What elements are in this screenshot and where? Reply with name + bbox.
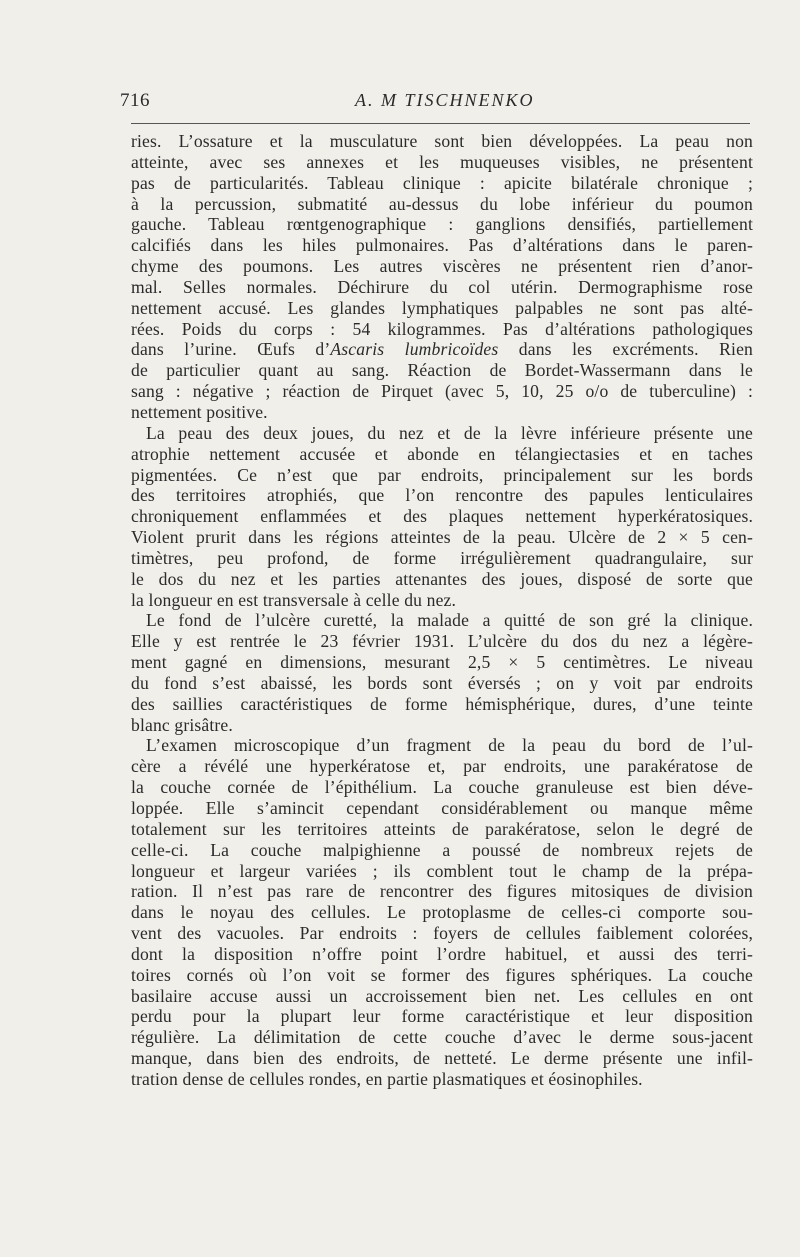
text-line: atrophie nettement accusée et abonde en télangiectasies et en taches [131,443,753,464]
text-line: calcifiés dans les hiles pulmonaires. Pas d’altérations dans le paren- [131,235,753,256]
text-line: régulière. La délimitation de cette couche d’avec le derme sous-jacent [131,1027,753,1048]
text-line: le dos du nez et les parties attenantes des joues, disposé de sorte que [131,568,753,589]
text-line: L’examen microscopique d’un fragment de la peau du bord de l’ul- [146,735,753,756]
text-line: gauche. Tableau rœntgenographique : ganglions densifiés, partiellement [131,214,753,235]
text-line: vent des vacuoles. Par endroits : foyers de cellules faiblement colorées, [131,923,753,944]
text-line: nettement accusé. Les glandes lymphatiques palpables ne sont pas alté- [131,297,753,318]
text-line: nettement positive. [131,401,268,422]
text-line: basilaire accuse aussi un accroissement bien net. Les cellules en ont [131,985,753,1006]
text-line: mal. Selles normales. Déchirure du col utérin. Dermographisme rose [131,276,753,297]
species-name: Ascaris lumbricoïdes [330,339,499,360]
text-segment: dans les excréments. Rien [498,339,753,360]
text-line: pas de particularités. Tableau clinique : apicite bilatérale chronique ; [131,172,753,193]
text-line: chroniquement enflammées et des plaques nettement hyperkératosiques. [131,506,753,527]
text-line: blanc grisâtre. [131,714,233,735]
text-line: chyme des poumons. Les autres viscères ne présentent rien d’anor- [131,256,753,277]
text-line: ration. Il n’est pas rare de rencontrer des figures mitosiques de division [131,881,753,902]
text-line: du fond s’est abaissé, les bords sont éversés ; on y voit par endroits [131,672,753,693]
text-line: sang : négative ; réaction de Pirquet (avec 5, 10, 25 o/o de tuberculine) : [131,381,753,402]
text-line: manque, dans bien des endroits, de netteté. Le derme présente une infil- [131,1048,753,1069]
text-line: atteinte, avec ses annexes et les muqueuses visibles, ne présentent [131,151,753,172]
text-line: Violent prurit dans les régions atteintes de la peau. Ulcère de 2 × 5 cen- [131,527,753,548]
text-line: cère a révélé une hyperkératose et, par endroits, une parakératose de [131,756,753,777]
text-line: rées. Poids du corps : 54 kilogrammes. Pas d’altérations pathologiques [131,318,753,339]
text-line: Elle y est rentrée le 23 février 1931. L’ulcère du dos du nez a légère- [131,631,753,652]
text-line: des saillies caractéristiques de forme hémisphérique, dures, d’une teinte [131,693,753,714]
text-line: la longueur en est transversale à celle du nez. [131,589,457,610]
header-rule [131,123,750,124]
text-line: longueur et largeur variées ; ils comblent tout le champ de la prépa- [131,860,753,881]
text-segment: dans l’urine. Œufs d’ [131,339,331,360]
text-line: ment gagné en dimensions, mesurant 2,5 × 5 centimètres. Le niveau [131,652,753,673]
text-line: des territoires atrophiés, que l’on rencontre des papules lenticulaires [131,485,753,506]
text-line [131,339,753,360]
text-line: la couche cornée de l’épithélium. La couche granuleuse est bien déve- [131,777,753,798]
text-line: dans le noyau des cellules. Le protoplasme de celles-ci comporte sou- [131,902,753,923]
text-line: La peau des deux joues, du nez et de la lèvre inférieure présente une [146,422,753,443]
text-line: de particulier quant au sang. Réaction de Bordet-Wassermann dans le [131,360,753,381]
text-line: perdu pour la plupart leur forme caractéristique et leur disposition [131,1006,753,1027]
body-text [131,131,753,1090]
page-header [120,90,750,120]
text-line: ries. L’ossature et la musculature sont bien développées. La peau non [131,131,753,151]
text-line: Le fond de l’ulcère curetté, la malade a quitté de son gré la clinique. [146,610,753,631]
text-line: celle-ci. La couche malpighienne a poussé de nombreux rejets de [131,839,753,860]
text-line: totalement sur les territoires atteints de parakératose, selon le degré de [131,818,753,839]
text-line: tration dense de cellules rondes, en partie plasmatiques et éosinophiles. [131,1068,643,1089]
text-line: dont la disposition n’offre point l’ordre habituel, et aussi des terri- [131,943,753,964]
text-line: à la percussion, submatité au-dessus du lobe inférieur du poumon [131,193,753,214]
running-head: A. M TISCHNENKO [355,90,535,110]
text-line: pigmentées. Ce n’est que par endroits, principalement sur les bords [131,464,753,485]
text-line: timètres, peu profond, de forme irrégulièrement quadrangulaire, sur [131,547,753,568]
text-line: toires cornés où l’on voit se former des figures sphériques. La couche [131,964,753,985]
text-line: loppée. Elle s’amincit cependant considérablement ou manque même [131,798,753,818]
page-number: 716 [120,90,150,111]
